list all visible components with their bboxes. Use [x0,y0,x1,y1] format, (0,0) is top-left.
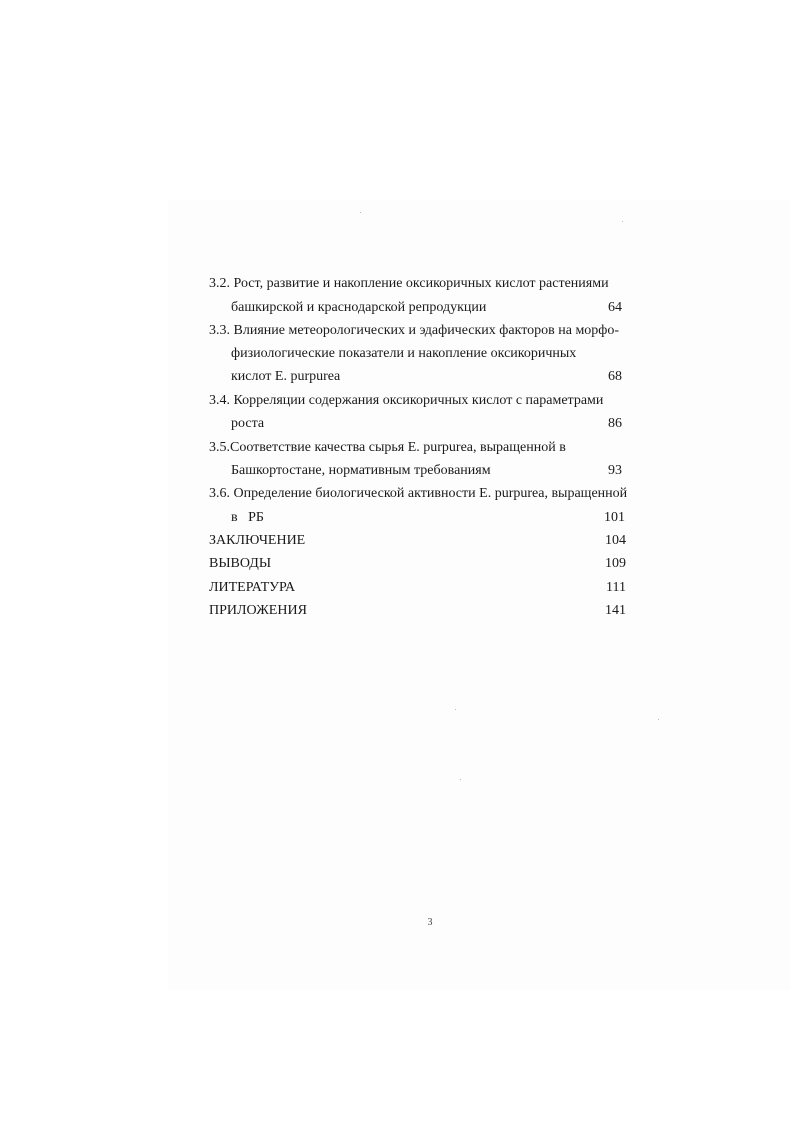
toc-entry-3-3-line-3: кислот E. purpurea [231,369,341,384]
toc-entry-3-3-line-1: 3.3. Влияние метеорологических и эдафических факторов на морфо- [209,323,620,338]
scan-speck [360,212,361,213]
toc-entry-conclusion: ЗАКЛЮЧЕНИЕ [209,533,306,548]
toc-entry-3-2-page: 64 [608,300,622,315]
scan-speck [460,779,461,780]
toc-entry-literature: ЛИТЕРАТУРА [209,580,296,595]
toc-entry-3-6-line-1: 3.6. Определение биологической активности E. purpurea, выращенной [209,486,628,501]
toc-entry-3-4-line-2: роста [231,416,265,431]
scan-speck [658,719,659,720]
toc-entry-3-3-line-2: физиологические показатели и накопление оксикоричных [231,346,577,361]
toc-entry-3-5-line-2: Башкортостане, нормативным требованиям [231,463,491,478]
toc-entry-3-5-page: 93 [608,463,622,478]
toc-entry-3-5-line-1: 3.5.Соответствие качества сырья E. purpurea, выращенной в [209,440,566,455]
toc-entry-3-6-page: 101 [604,510,625,525]
scan-speck [622,221,623,222]
toc-entry-findings-page: 109 [605,556,626,571]
toc-entry-3-6-line-2: в РБ [231,510,264,525]
toc-entry-literature-page: 111 [606,580,626,595]
toc-entry-findings: ВЫВОДЫ [209,556,272,571]
scan-speck [455,709,456,710]
toc-entry-3-4-line-1: 3.4. Корреляции содержания оксикоричных кислот с параметрами [209,393,604,408]
toc-entry-3-2-line-1: 3.2. Рост, развитие и накопление оксикоричных кислот растениями [209,276,609,291]
toc-entry-3-3-page: 68 [608,369,622,384]
toc-entry-appendices: ПРИЛОЖЕНИЯ [209,603,307,618]
toc-entry-conclusion-page: 104 [605,533,626,548]
toc-entry-3-2-line-2: башкирской и краснодарской репродукции [231,300,487,315]
toc-entry-appendices-page: 141 [605,603,626,618]
toc-entry-3-4-page: 86 [608,416,622,431]
page-number: 3 [427,917,433,928]
